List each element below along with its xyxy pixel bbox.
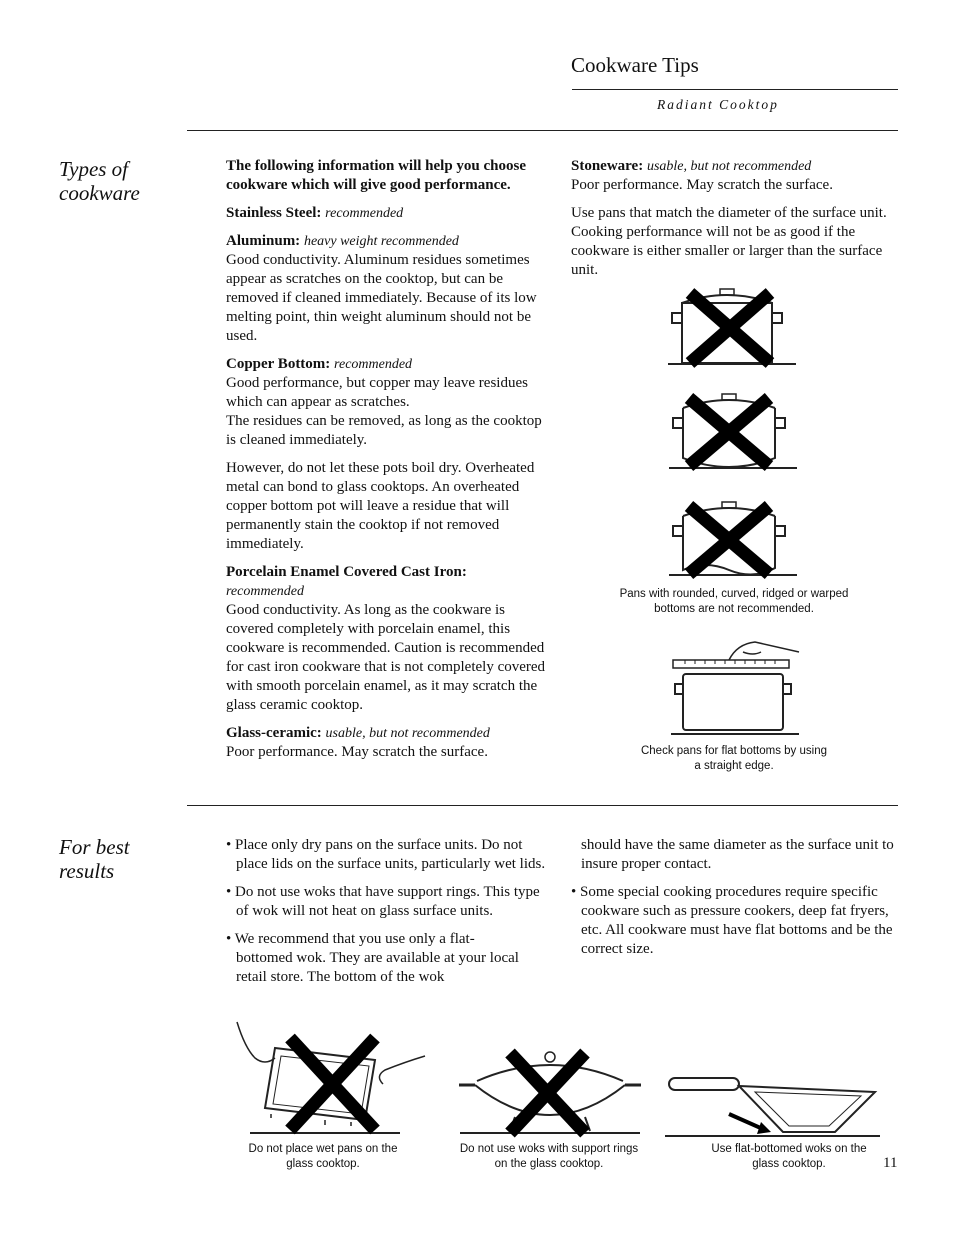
bullet-flat-wok: • We recommend that you use only a flat-bottomed wok. They are available at your local retail store. The bottom of the wok bbox=[226, 931, 519, 985]
stoneware-entry: Stoneware: usable, but not recommended Poor performance. May scratch the surface. bbox=[571, 158, 833, 193]
bullet-special-cookware: • Some special cooking procedures require specific cookware such as pressure cookers, deep fat fryers, etc. All cookware must have flat bottoms and be the correct size. bbox=[571, 884, 893, 957]
heading-line: Types of bbox=[59, 157, 129, 181]
caption-flat-woks: Use flat-bottomed woks on the glass cooktop. bbox=[711, 1143, 867, 1170]
diameter-paragraph: Use pans that match the diameter of the surface unit. Cooking performance will not be as good if the cookware is either smaller or larger than the surface unit. bbox=[571, 205, 887, 278]
pot-rounded-bottom-illustration bbox=[665, 390, 800, 475]
bullet-dry-pans: • Place only dry pans on the surface units. Do not place lids on the surface units, particularly wet lids. bbox=[226, 837, 546, 872]
caption-support-rings: Do not use woks with support rings on the glass cooktop. bbox=[459, 1143, 639, 1170]
pot-too-large-illustration bbox=[660, 285, 800, 370]
wok-support-ring-illustration bbox=[455, 1045, 645, 1140]
types-column-right bbox=[571, 157, 896, 289]
section-heading-types bbox=[59, 157, 140, 205]
aluminum-entry: Aluminum: heavy weight recommended Good conductivity. Aluminum residues sometimes appear as scratches on the cooktop, but can be removed if cleaned immediately. Because of its low melting point, thin weight aluminum should not be used. bbox=[226, 233, 537, 344]
types-column-left bbox=[226, 157, 551, 771]
flat-bottom-wok-illustration bbox=[665, 1072, 880, 1142]
header-rule bbox=[572, 89, 898, 90]
bullet-flat-wok-continued: should have the same diameter as the surface unit to insure proper contact. bbox=[581, 837, 894, 872]
page-subtitle: Radiant Cooktop bbox=[657, 97, 779, 112]
copper-entry: Copper Bottom: recommended Good performance, but copper may leave residues which can appear as scratches. The residues can be removed, as long as the cooktop is cleaned immediately. bbox=[226, 356, 542, 448]
intro-paragraph: The following information will help you choose cookware which will give good performance. bbox=[226, 158, 527, 193]
straight-edge-check-illustration bbox=[665, 640, 805, 740]
heading-line: cookware bbox=[59, 181, 140, 205]
porcelain-entry: Porcelain Enamel Covered Cast Iron: recommended Good conductivity. As long as the cookware is covered completely with porcelain enamel, this cookware is recommended. Caution is recommended for cast iron cookware that is not completely covered with smooth porcelain enamel, as it may scratch the glass ceramic cooktop. bbox=[226, 564, 546, 713]
heading-line: results bbox=[59, 859, 115, 883]
wet-pan-illustration bbox=[235, 1018, 435, 1138]
copper-warning: However, do not let these pots boil dry. Overheated metal can bond to glass cooktops. An overheated copper bottom pot will leave a residue that will permanently stain the cooktop if not removed immediately. bbox=[226, 460, 535, 552]
heading-line: For best bbox=[59, 835, 130, 859]
best-column-left bbox=[226, 836, 551, 996]
caption-wet-pans: Do not place wet pans on the glass cooktop. bbox=[248, 1143, 398, 1170]
stainless-entry: Stainless Steel: recommended bbox=[226, 205, 404, 221]
page-number: 11 bbox=[883, 1155, 898, 1171]
section-divider-middle bbox=[187, 805, 898, 806]
best-column-right bbox=[571, 836, 896, 968]
section-divider-top bbox=[187, 130, 898, 131]
caption-warped-pans: Pans with rounded, curved, ridged or warped bottoms are not recommended. bbox=[619, 588, 849, 615]
bullet-support-rings: • Do not use woks that have support rings. This type of wok will not heat on glass surface units. bbox=[226, 884, 540, 919]
section-heading-best-results bbox=[59, 835, 130, 883]
glass-entry: Glass-ceramic: usable, but not recommended Poor performance. May scratch the surface. bbox=[226, 725, 490, 760]
page-title: Cookware Tips bbox=[571, 53, 699, 77]
caption-straight-edge: Check pans for flat bottoms by using a straight edge. bbox=[640, 745, 827, 772]
pot-warped-bottom-illustration bbox=[665, 498, 800, 583]
